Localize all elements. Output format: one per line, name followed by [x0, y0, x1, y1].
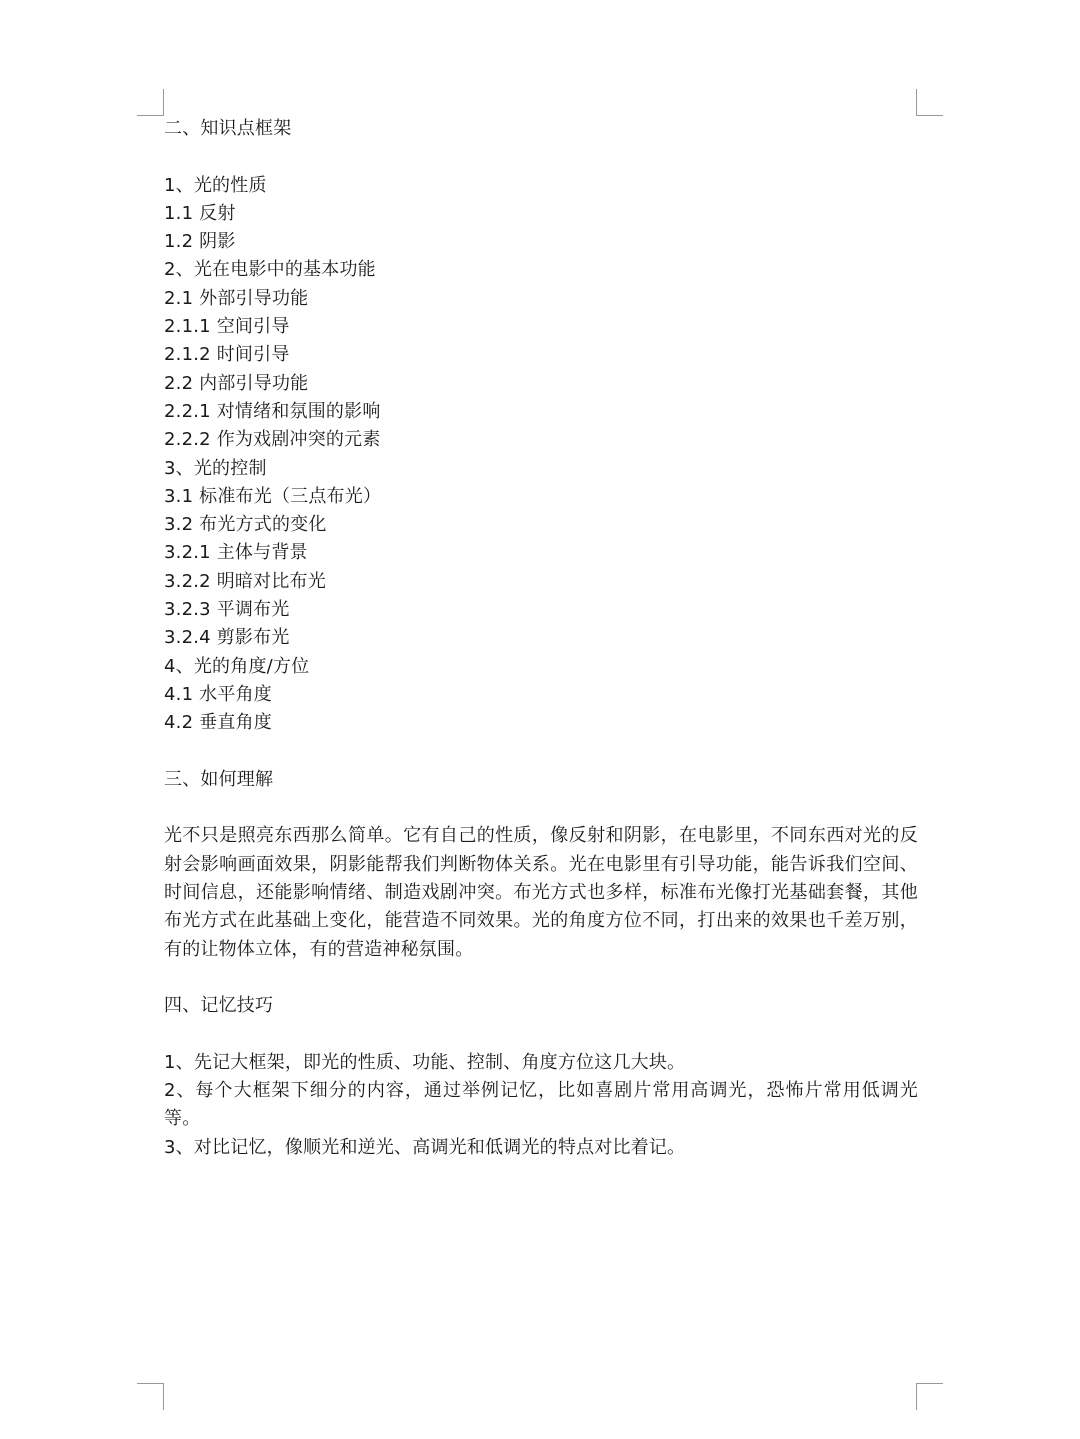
- crop-mark-top-right: [916, 89, 943, 116]
- document-body: [164, 115, 918, 1162]
- understanding-paragraph: 光不只是照亮东西那么简单。它有自己的性质，像反射和阴影，在电影里，不同东西对光的反射会影响画面效果，阴影能帮我们判断物体关系。光在电影里有引导功能，能告诉我们空间、时间信息，还能影响情绪、制造戏剧冲突。布光方式也多样，标准布光像打光基础套餐，其他布光方式在此基础上变化，能营造不同效果。光的角度方位不同，打出来的效果也千差万别，有的让物体立体，有的营造神秘氛围。: [164, 825, 918, 960]
- crop-mark-bottom-right: [916, 1383, 943, 1410]
- framework-item: 2.2 内部引导功能: [164, 372, 309, 394]
- framework-item: 3.2.4 剪影布光: [164, 627, 290, 649]
- memory-list: [164, 1049, 918, 1162]
- framework-item: 2.2.1 对情绪和氛围的影响: [164, 400, 381, 422]
- framework-list: [164, 172, 918, 738]
- framework-item: 2.1.2 时间引导: [164, 344, 290, 366]
- memory-item: 3、对比记忆，像顺光和逆光、高调光和低调光的特点对比着记。: [164, 1136, 686, 1158]
- spacer: [164, 964, 918, 992]
- spacer: [164, 143, 918, 171]
- understanding-heading: 三、如何理解: [164, 768, 274, 790]
- framework-item: 1、光的性质: [164, 174, 267, 196]
- framework-item: 4、光的角度/方位: [164, 655, 310, 677]
- crop-mark-top-left: [137, 89, 164, 116]
- framework-item: 2.1 外部引导功能: [164, 287, 309, 309]
- framework-item: 3、光的控制: [164, 457, 267, 479]
- spacer: [164, 1021, 918, 1049]
- crop-mark-bottom-left: [137, 1383, 164, 1410]
- framework-item: 4.2 垂直角度: [164, 712, 272, 734]
- framework-item: 4.1 水平角度: [164, 683, 272, 705]
- framework-item: 2.1.1 空间引导: [164, 316, 290, 338]
- framework-item: 3.2.3 平调布光: [164, 599, 290, 621]
- framework-heading: 二、知识点框架: [164, 118, 292, 139]
- framework-item: 3.2 布光方式的变化: [164, 514, 327, 536]
- framework-item: 3.1 标准布光（三点布光）: [164, 485, 382, 507]
- memory-item: 2、每个大框架下细分的内容，通过举例记忆，比如喜剧片常用高调光，恐怖片常用低调光等。: [164, 1080, 918, 1130]
- memory-heading: 四、记忆技巧: [164, 995, 274, 1017]
- framework-item: 1.2 阴影: [164, 231, 236, 253]
- memory-item: 1、先记大框架，即光的性质、功能、控制、角度方位这几大块。: [164, 1051, 686, 1073]
- spacer: [164, 794, 918, 822]
- framework-item: 1.1 反射: [164, 202, 236, 224]
- framework-item: 2.2.2 作为戏剧冲突的元素: [164, 429, 381, 451]
- framework-item: 3.2.2 明暗对比布光: [164, 570, 326, 592]
- framework-item: 2、光在电影中的基本功能: [164, 259, 376, 281]
- spacer: [164, 738, 918, 766]
- framework-item: 3.2.1 主体与背景: [164, 542, 308, 564]
